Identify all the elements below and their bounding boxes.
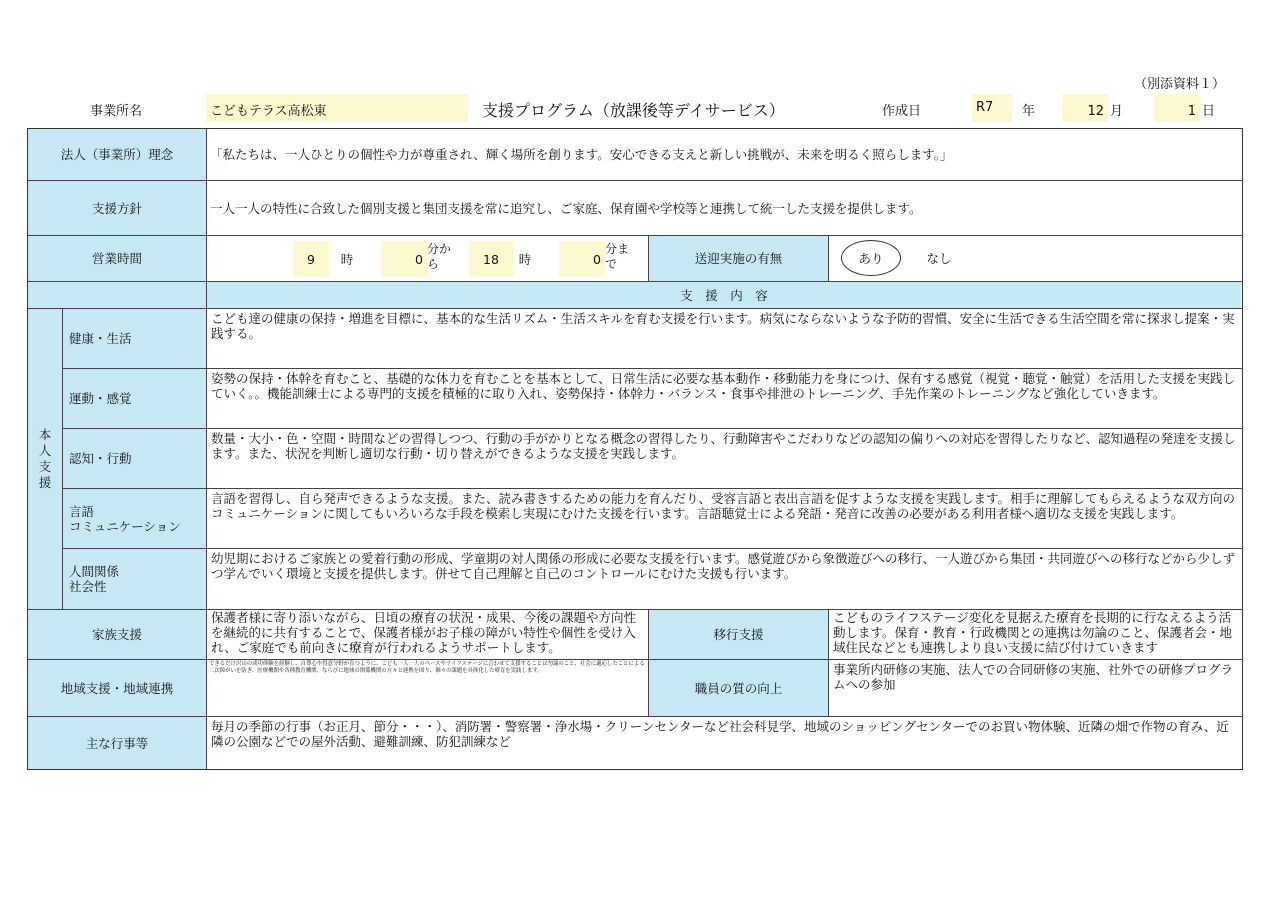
relationships-social-text	[207, 549, 1241, 609]
philosophy-label-text: 法人（事業所）理念	[60, 147, 174, 162]
policy-text	[207, 181, 1241, 235]
start-hour-value: 9	[307, 251, 315, 267]
year-unit: 年	[1022, 104, 1036, 119]
end-min-unit: 分まで	[605, 242, 630, 271]
transport-yes-option[interactable]	[841, 240, 901, 276]
language-communication-label	[63, 489, 206, 548]
staff-quality-label-text: 職員の質の向上	[694, 680, 783, 696]
era-field[interactable]	[972, 94, 1012, 122]
family-support-text-value: 保護者様に寄り添いながら、日頃の療育の状況・成果、今後の課題や方向性を継続的に共有することで、保護者様がお子様の障がい特性や個性を受け入れ、ご家庭でも前向きに療育が行われるようサポートします。	[211, 610, 637, 655]
relationships-social-label-text: 人間関係 社会性	[69, 564, 120, 594]
grid-line	[27, 308, 1243, 309]
health-life-label-text: 健康・生活	[69, 331, 132, 346]
grid-line	[62, 488, 1243, 489]
transition-support-text	[829, 610, 1241, 659]
motor-sensory-text	[207, 369, 1241, 428]
health-life-label	[63, 309, 206, 368]
end-hour-field[interactable]	[469, 241, 513, 277]
program-title: 支援プログラム（放課後等デイサービス）	[482, 101, 785, 120]
month-value: 12	[1087, 104, 1104, 119]
cognition-behavior-text-value: 数量・大小・色・空間・時間などの習得しつつ、行動の手がかりとなる概念の習得したり、行動障害やこだわりなどの認知の偏りへの対応を習得したりなど、認知過程の発達を支援します。また、状況を判断し適切な行動・切り替えができるような支援を実践します。	[211, 431, 1236, 461]
grid-line	[27, 235, 1243, 236]
staff-quality-text	[829, 660, 1241, 716]
transport-label	[649, 236, 828, 281]
events-label	[28, 717, 206, 769]
hours-label	[28, 236, 206, 281]
start-min-unit: 分から	[427, 242, 452, 271]
language-communication-text-value: 言語を習得し、自ら発声できるような支援。また、読み書きするための能力を育んだり、受容言語と表出言語を促すような支援を実践します。相手に理解してもらえるような双方向のコミュニケーションに関してもいろいろな手段を模索し実現にむけた支援を行います。言語聴覚士による発語・発音に改善の必要がある利用者様へ適切な支援を実践します。	[211, 491, 1236, 521]
staff-quality-label	[649, 660, 828, 716]
transport-no-option[interactable]	[919, 240, 959, 276]
office-name-field[interactable]	[206, 94, 468, 122]
family-support-label-text: 家族支援	[91, 627, 142, 642]
family-support-text	[207, 610, 648, 659]
community-support-label-text: 地域支援・地域連携	[60, 680, 174, 696]
grid-line	[62, 548, 1243, 549]
transport-yes-text: あり	[858, 250, 884, 266]
transport-options	[829, 236, 1241, 281]
motor-sensory-text-value: 姿勢の保持・体幹を育むこと、基礎的な体力を育むことを基本として、日常生活に必要な基本動作・移動能力を身につけ、保有する感覚（視覚・聴覚・触覚）を活用した支援を実践していく。。機能訓練士による専門的支援を積極的に取り入れ、姿勢保持・体幹力・バランス・食事や排泄のトレーニング、手先作業のトレーニングなど強化していきます。	[211, 371, 1236, 401]
month-field[interactable]	[1062, 94, 1108, 122]
grid-line	[27, 180, 1243, 181]
start-min-value: 0	[415, 251, 423, 267]
policy-label	[28, 181, 206, 235]
day-field[interactable]	[1154, 94, 1200, 122]
support-header-spacer	[28, 282, 206, 308]
grid-line	[27, 659, 1243, 660]
language-communication-text	[207, 489, 1241, 548]
month-unit: 月	[1110, 104, 1124, 119]
philosophy-text	[207, 129, 1241, 180]
era-value: R7	[976, 100, 994, 115]
start-min-field[interactable]	[381, 241, 427, 277]
grid-line	[828, 235, 829, 281]
grid-line	[648, 235, 649, 281]
personal-support-group-text: 本人支援	[38, 427, 52, 490]
family-support-label	[28, 610, 206, 659]
staff-quality-text-value: 事業所内研修の実施、法人での合同研修の実施、社外での研修プログラムへの参加	[833, 662, 1234, 692]
policy-label-text: 支援方針	[91, 200, 142, 216]
motor-sensory-label	[63, 369, 206, 428]
transition-support-text-value: こどものライフステージ変化を見据えた療育を長期的に行なえるよう活動します。保育・教育・行政機関との連携は勿論のこと、保護者会・地域住民などとも連携しより良い支援に結び付けていきます	[833, 610, 1233, 655]
cognition-behavior-text	[207, 429, 1241, 488]
date-label: 作成日	[882, 104, 922, 119]
grid-line	[62, 308, 63, 609]
personal-support-group-label	[28, 309, 62, 609]
grid-line	[27, 281, 1243, 282]
hours-label-text: 営業時間	[91, 251, 142, 266]
relationships-social-text-value: 幼児期におけるご家族との愛着行動の形成、学童期の対人関係の形成に必要な支援を行います。感覚遊びから象徴遊びへの移行、一人遊びから集団・共同遊びへの移行などから少しずつ学んでいく環境と支援を提供します。併せて自己理解と自己のコントロールにむけた支援も行います。	[211, 551, 1236, 581]
cognition-behavior-label-text: 認知・行動	[69, 451, 132, 466]
transition-support-label-text: 移行支援	[713, 627, 764, 642]
end-min-value: 0	[593, 251, 601, 267]
transport-no-text: なし	[926, 250, 952, 266]
health-life-text	[207, 309, 1241, 368]
community-support-label	[28, 660, 206, 716]
end-hour-unit: 時	[518, 251, 532, 267]
community-support-text	[207, 660, 648, 716]
philosophy-label	[28, 129, 206, 180]
grid-line	[206, 128, 207, 770]
philosophy-text-value: 「私たちは、一人ひとりの個性や力が尊重され、輝く場所を創ります。安心できる支えと新しい挑戦が、未来を明るく照らします。」	[210, 147, 953, 162]
grid-line	[27, 609, 1243, 610]
events-text	[207, 717, 1241, 769]
start-hour-unit: 時	[340, 251, 354, 267]
start-hour-field[interactable]	[293, 241, 329, 277]
transport-label-text: 送迎実施の有無	[694, 251, 783, 266]
office-name-label: 事業所名	[90, 104, 143, 119]
day-value: 1	[1187, 104, 1196, 119]
motor-sensory-label-text: 運動・感覚	[69, 391, 132, 406]
attachment-note: （別添資料１）	[1134, 77, 1226, 92]
grid-line	[62, 428, 1243, 429]
end-hour-value: 18	[483, 251, 499, 267]
hours-cell	[207, 236, 648, 281]
grid-line	[828, 609, 829, 716]
grid-line	[62, 368, 1243, 369]
end-min-field[interactable]	[559, 241, 605, 277]
grid-line	[648, 609, 649, 716]
relationships-social-label	[63, 549, 206, 609]
support-content-header	[207, 282, 1241, 308]
health-life-text-value: こども達の健康の保持・増進を目標に、基本的な生活リズム・生活スキルを育む支援を行います。病気にならないような予防的習慣、安全に生活できる生活空間を常に探求し提案・実践する。	[211, 311, 1235, 341]
community-support-text-value: できるだけ沢山の成功体験を経験し、自尊心や得意分野が育つように、こども一人一人のペースやライフステージに合わせて支援することは勿論のこと、社会に適応したことによる二次障がいを防ぎ、医療機関や各種教育機関、ならびに地域の関係機関の方々と連携を図り、個々の課題を具体化した療育を実践します。	[209, 661, 645, 674]
policy-text-value: 一人一人の特性に合致した個別支援と集団支援を常に追究し、ご家庭、保育園や学校等と連携して統一した支援を提供します。	[210, 200, 922, 216]
support-content-header-text: 支 援 内 容	[680, 287, 768, 303]
events-label-text: 主な行事等	[85, 735, 149, 751]
transition-support-label	[649, 610, 828, 659]
events-text-value: 毎月の季節の行事（お正月、節分・・・）、消防署・警察署・浄水場・クリーンセンターなど社会科見学、地域のショッピングセンターでのお買い物体験、近隣の畑で作物の育み、近隣の公園などでの屋外活動、避難訓練、防犯訓練など	[211, 719, 1229, 749]
grid-line	[27, 716, 1243, 717]
office-name-value: こどもテラス高松東	[210, 104, 327, 119]
cognition-behavior-label	[63, 429, 206, 488]
language-communication-label-text: 言語 コミュニケーション	[69, 503, 181, 534]
day-unit: 日	[1202, 104, 1216, 119]
